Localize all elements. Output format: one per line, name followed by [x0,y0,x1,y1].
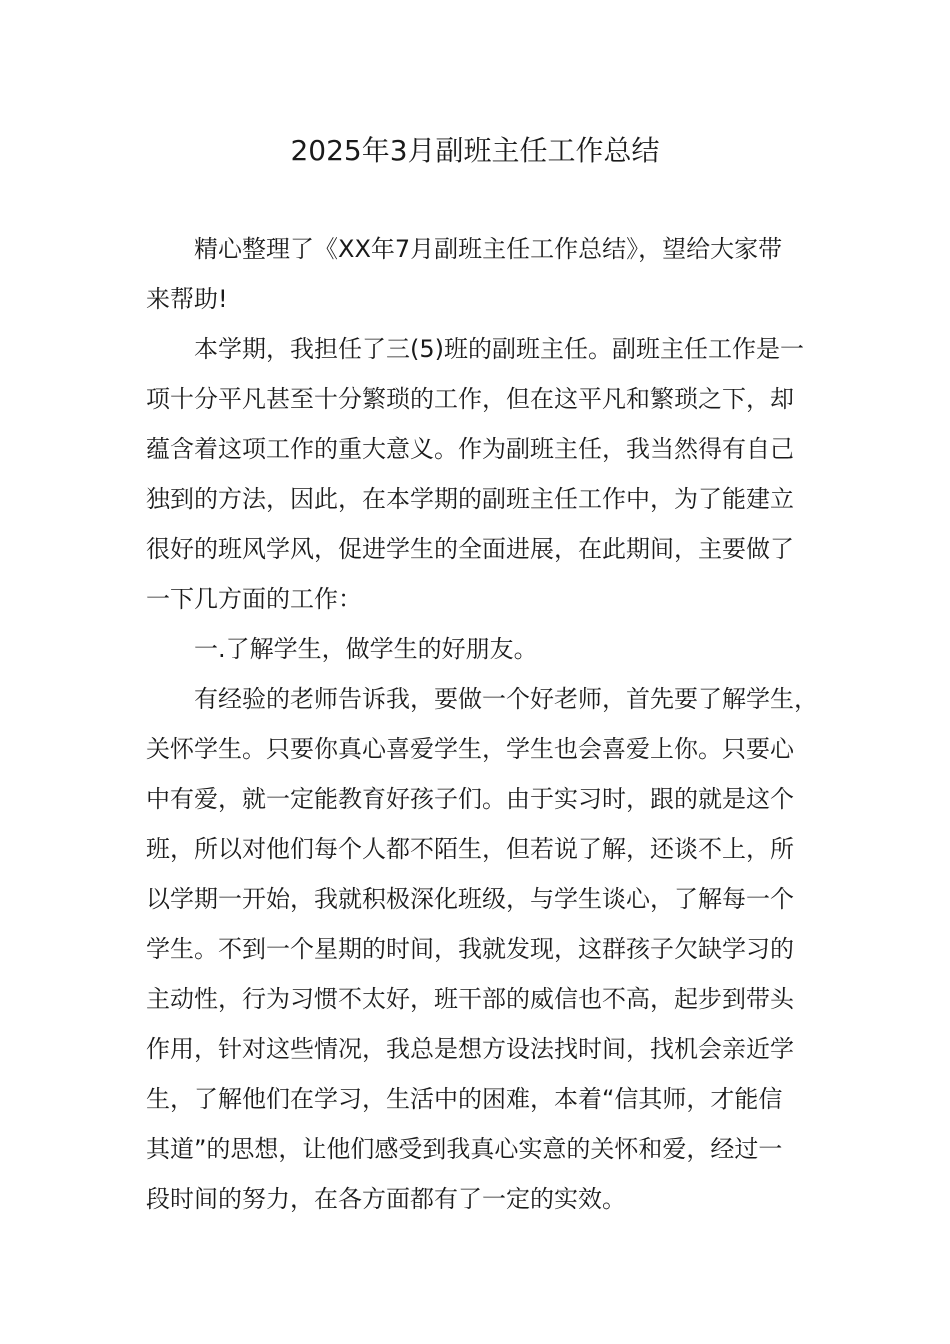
text-line: 主动性，行为习惯不太好，班干部的威信也不高，起步到带头 [146,985,794,1013]
text-line: 班，所以对他们每个人都不陌生，但若说了解，还谈不上，所 [146,835,794,863]
document-title: 2025年3月副班主任工作总结 [290,134,660,167]
text-line: 生，了解他们在学习，生活中的困难，本着“信其师，才能信 [146,1085,783,1113]
text-line: 本学期，我担任了三(5)班的副班主任。副班主任工作是一 [194,335,804,363]
text-line: 蕴含着这项工作的重大意义。作为副班主任，我当然得有自己 [146,435,794,463]
text-line: 独到的方法，因此，在本学期的副班主任工作中，为了能建立 [146,485,794,513]
text-line: 一.了解学生，做学生的好朋友。 [194,635,538,663]
text-line: 有经验的老师告诉我，要做一个好老师，首先要了解学生， [194,685,818,713]
text-line: 一下几方面的工作： [146,585,362,613]
text-line: 项十分平凡甚至十分繁琐的工作，但在这平凡和繁琐之下，却 [146,385,794,413]
text-line: 作用，针对这些情况，我总是想方设法找时间，找机会亲近学 [146,1035,794,1063]
text-line: 其道”的思想，让他们感受到我真心实意的关怀和爱，经过一 [146,1135,783,1163]
document-body [146,224,818,1224]
text-line: 中有爱，就一定能教育好孩子们。由于实习时，跟的就是这个 [146,785,794,813]
text-line: 很好的班风学风，促进学生的全面进展，在此期间，主要做了 [146,535,794,563]
text-line: 以学期一开始，我就积极深化班级，与学生谈心，了解每一个 [146,885,794,913]
text-line: 精心整理了《XX年7月副班主任工作总结》，望给大家带 [194,235,783,263]
text-line: 来帮助! [146,285,228,313]
text-line: 段时间的努力，在各方面都有了一定的实效。 [146,1185,626,1213]
text-line: 学生。不到一个星期的时间，我就发现，这群孩子欠缺学习的 [146,935,794,963]
text-line: 关怀学生。只要你真心喜爱学生，学生也会喜爱上你。只要心 [146,735,794,763]
